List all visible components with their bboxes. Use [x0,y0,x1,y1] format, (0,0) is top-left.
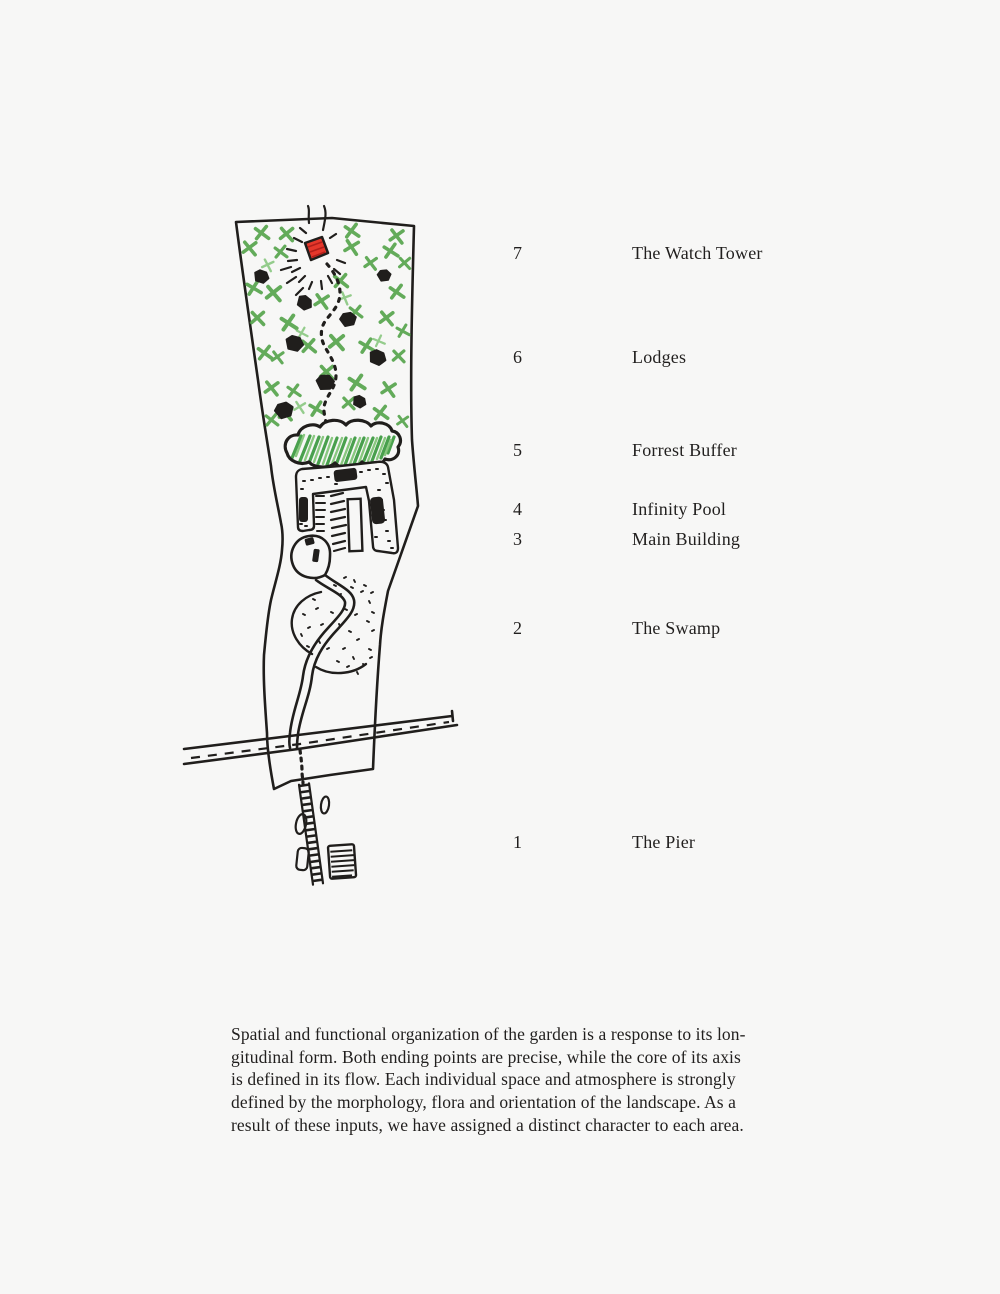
paragraph-line: is defined in its flow. Each individual space and atmosphere is strongly [231,1069,736,1090]
swamp-stipple [301,577,374,674]
legend-row [513,832,696,854]
driveway-loop [291,536,330,578]
legend-number: 5 [513,440,523,460]
legend-label: Forrest Buffer [632,440,737,460]
building-block-left [299,497,308,522]
legend-row [513,243,763,265]
boathouse [328,844,356,879]
legend-number: 6 [513,347,523,367]
legend-row [513,618,721,640]
legend-number: 2 [513,618,523,638]
legend-row [513,347,687,369]
driveway [289,575,354,748]
legend-label: The Pier [632,832,696,852]
legend-row [513,440,737,462]
legend-number: 3 [513,529,523,549]
paragraph-line: defined by the morphology, flora and orientation of the landscape. As a [231,1092,737,1113]
car-mark [304,537,315,546]
pier-approach-dots [300,750,303,783]
legend-label: The Swamp [632,618,721,638]
legend-number: 1 [513,832,523,852]
legend-row [513,499,727,521]
legend-label: The Watch Tower [632,243,763,263]
legend-label: Lodges [632,347,687,367]
description-paragraph [231,1023,776,1137]
legend-label: Main Building [632,529,741,549]
access-road [184,711,457,764]
site-plan-drawing [170,195,470,905]
terrace-hatch-short [316,496,325,531]
legend-row [513,529,741,551]
legend-number: 7 [513,243,523,263]
paragraph-line: gitudinal form. Both ending points are precise, while the core of its axis [231,1046,741,1067]
terrace-hatch-long [331,493,346,551]
legend-number: 4 [513,499,523,519]
car-mark [312,549,320,563]
paragraph-line: Spatial and functional organization of the garden is a response to its lon- [231,1024,746,1044]
road-centerline [191,722,449,758]
paragraph-line: result of these inputs, we have assigned a distinct character to each area. [231,1114,744,1135]
legend-label: Infinity Pool [632,499,727,519]
infinity-pool [348,499,363,551]
forest-buffer-cloud [285,420,400,468]
tower-square [305,237,328,260]
